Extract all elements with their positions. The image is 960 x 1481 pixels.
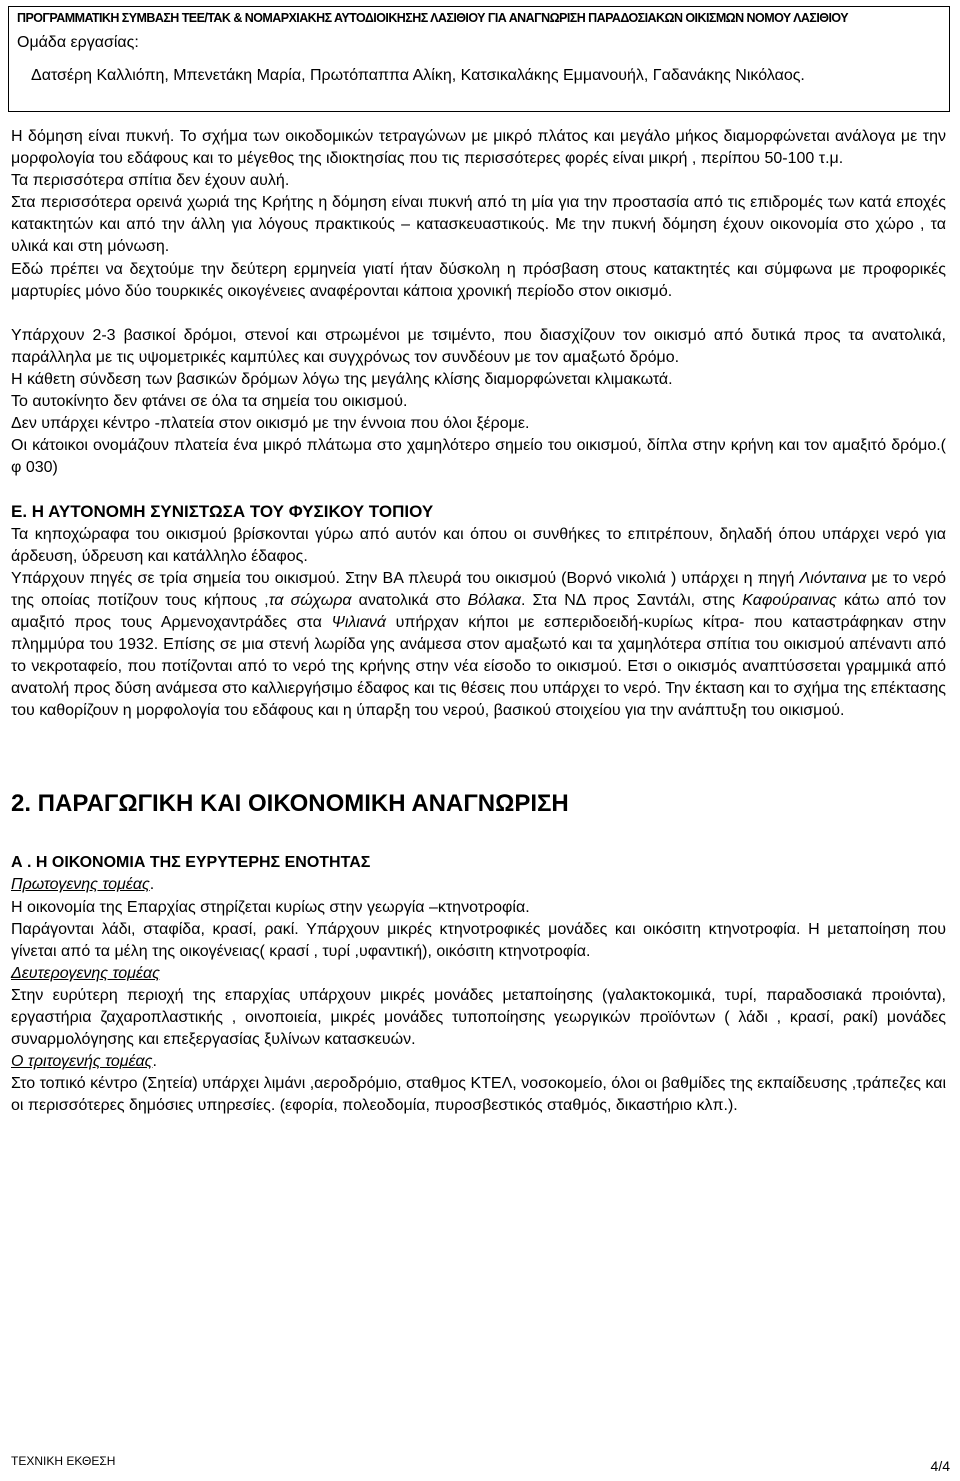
section-heading-2: 2. ΠΑΡΑΓΩΓΙΚΗ ΚΑΙ ΟΙΚΟΝΟΜΙΚΗ ΑΝΑΓΝΩΡΙΣΗ	[11, 790, 569, 818]
primary-sector-heading: Πρωτογενης τομέας.	[11, 876, 155, 894]
document-header	[8, 6, 950, 112]
team-label: Ομάδα εργασίας:	[17, 34, 139, 51]
page-number: 4/4	[930, 1458, 950, 1474]
tertiary-sector-heading: Ο τριτογενής τομέας.	[11, 1053, 157, 1071]
paragraph-products: Παράγονται λάδι, σταφίδα, κρασί, ρακί. Υπάρχουν μικρές κτηνοτροφικές μονάδες και οικόσιτη κτηνοτροφία. Η μεταποίηση που γίνεται από τα μέλη της οικογένειας( κρασί , τυρί ,υφαντική), οικόσιτη κτηνοτροφία.	[11, 920, 946, 960]
section-heading-e: Ε. Η ΑΥΤΟΝΟΜΗ ΣΥΝΙΣΤΩΣΑ ΤΟΥ ΦΥΣΙΚΟΥ ΤΟΠΙΟΥ	[11, 502, 434, 522]
paragraph-economy: Η οικονομία της Επαρχίας στηρίζεται κυρίως στην γεωργία –κτηνοτροφία.	[11, 898, 530, 916]
paragraph-vertical-connection: Η κάθετη σύνδεση των βασικών δρόμων λόγω της μεγάλης κλίσης διαμορφώνεται κλιμακωτά.	[11, 370, 673, 388]
paragraph-secondary: Στην ευρύτερη περιοχή της επαρχίας υπάρχουν μικρές μονάδες μεταποίησης (γαλακτοκομικά, τυρί, παραδοσιακά προιόντα), εργαστήρια ζαχαροπλαστικής , οινοποιεία, μικρές μονάδες τυποποίησης γεωργικών προϊόντων ( λάδι , κρασί, ρακί) μονάδες συναρμολόγησης και επεξεργασίας ξυλίνων κατασκευών.	[11, 986, 946, 1049]
paragraph-springs: Υπάρχουν πηγές σε τρία σημεία του οικισμού. Στην ΒΑ πλευρά του οικισμού (Βορνό νικολιά ) υπάρχει η πηγή Λιόνταινα με το νερό της οποίας ποτίζουν τους κήπους ,τα σώχωρα ανατολικά στο Βόλακα. Στα ΝΔ προς Σαντάλι, στης Καφούραινας κάτω από τον αμαξιτό προς τους Αρμενοχαντράδες στα Ψιλιανά υπήρχαν κήποι με εσπεριδοειδή-κυρίως κίτρα- που καταστράφηκαν στην πλημμύρα του 1932. Επίσης σε μια στενή λωρίδα γης ανάμεσα στον αμαξωτό και τα χαμηλότερα σπίτια του οικισμού απέναντι από το νεκροταφείο, που ποτίζονται από το νερό της κρήνης στην νέα είσοδο το οικισμού. Ετσι ο οικισμός αναπτύσσεται γραμμικά από ανατολή προς δύση ανάμεσα στο καλλιεργήσιμο έδαφος και τις θέσεις που υπάρχει το νερό. Την έκταση και το σχήμα της επέκτασης του καθορίζουν η μορφολογία του εδάφους και η ύπαρξη του νερού, βασικού στοιχείου για την ανάπτυξη του οικισμού.	[11, 569, 947, 720]
document-body	[11, 126, 946, 1117]
paragraph-no-square: Δεν υπάρχει κέντρο -πλατεία στον οικισμό με την έννοια που όλοι ξέρομε.	[11, 415, 530, 433]
paragraph-courtyards: Τα περισσότερα σπίτια δεν έχουν αυλή.	[11, 172, 290, 190]
footer-label: ΤΕΧΝΙΚΗ ΕΚΘΕΣΗ	[11, 1454, 116, 1468]
paragraph-tertiary: Στο τοπικό κέντρο (Σητεία) υπάρχει λιμάνι ,αεροδρόμιο, σταθμος ΚΤΕΛ, νοσοκομείο, όλοι οι βαθμίδες της εκπαίδευσης ,τράπεζες και οι περισσότερες δημόσιες υπηρεσίες. (εφορία, πολεοδομία, πυροσβεστικός σταθμός, δικαστήριο κλπ.).	[11, 1075, 946, 1115]
section-heading-a: Α . Η ΟΙΚΟΝΟΜΙΑ ΤΗΣ ΕΥΡΥΤΕΡΗΣ ΕΝΟΤΗΤΑΣ	[11, 854, 371, 872]
paragraph-density: Η δόμηση είναι πυκνή. Το σχήμα των οικοδομικών τετραγώνων με μικρό πλάτος και μεγάλο μήκος διαμορφώνεται ανάλογα με την μορφολογία του εδάφους και το μέγεθος της ιδιοκτησίας που τις περισσότερες φορές είναι μικρή , περίπου 50-100 τ.μ.	[11, 128, 946, 168]
paragraph-gardens: Τα κηποχώραφα του οικισμού βρίσκονται γύρω από αυτόν και όπου οι συνθήκες το επιτρέπουν, δηλαδή όπου υπάρχει νερό για άρδευση, ύδρευση και κατάλληλο έδαφος.	[11, 525, 946, 565]
secondary-sector-heading: Δευτερογενης τομέας	[11, 964, 160, 982]
paragraph-mountain-villages: Στα περισσότερα ορεινά χωριά της Κρήτης η δόμηση είναι πυκνή από τη μία για την προστασία από τις επιδρομές των κατά εποχές κατακτητών και από την άλλη για λόγους πρακτικούς – κατασκευαστικούς. Με την πυκνή δόμηση έχουν οικονομία στο χώρο , τα υλικά και στη μόνωση.	[11, 194, 946, 256]
team-members: Δατσέρη Καλλιόπη, Μπενετάκη Μαρία, Πρωτόπαππα Αλίκη, Κατσικαλάκης Εμμανουήλ, Γαδανάκης Νικόλαος.	[31, 67, 805, 84]
paragraph-main-roads: Υπάρχουν 2-3 βασικοί δρόμοι, στενοί και στρωμένοι με τσιμέντο, που διασχίζουν τον οικισμό από δυτικά προς τα ανατολικά, παράλληλα με τις υψομετρικές καμπύλες και συγχρόνως τον συνδέουν με τον αμαξωτό δρόμο.	[11, 326, 946, 366]
program-title: ΠΡΟΓΡΑΜΜΑΤΙΚΗ ΣΥΜΒΑΣΗ ΤΕΕ/ΤΑΚ & ΝΟΜΑΡΧΙΑΚΗΣ ΑΥΤΟΔΙΟΙΚΗΣΗΣ ΛΑΣΙΘΙΟΥ ΓΙΑ ΑΝΑΓΝΩΡΙΣΗ ΠΑΡΑΔΟΣΙΑΚΩΝ ΟΙΚΙΣΜΩΝ ΝΟΜΟΥ ΛΑΣΙΘΙΟΥ	[17, 11, 848, 25]
paragraph-square: Οι κάτοικοι ονομάζουν πλατεία ένα μικρό πλάτωμα στο χαμηλότερο σημείο του οικισμού, δίπλα στην κρήνη και τον αμαξιτό δρόμο.( φ 030)	[11, 437, 946, 477]
paragraph-car-access: Το αυτοκίνητο δεν φτάνει σε όλα τα σημεία του οικισμού.	[11, 393, 408, 411]
paragraph-interpretation: Εδώ πρέπει να δεχτούμε την δεύτερη ερμηνεία γιατί ήταν δύσκολη η πρόσβαση στους κατακτητές και σύμφωνα με προφορικές μαρτυρίες μόνο δύο τουρκικές οικογένειες αναφέρονται κάποια χρονική περίοδο στον οικισμό.	[11, 260, 946, 300]
